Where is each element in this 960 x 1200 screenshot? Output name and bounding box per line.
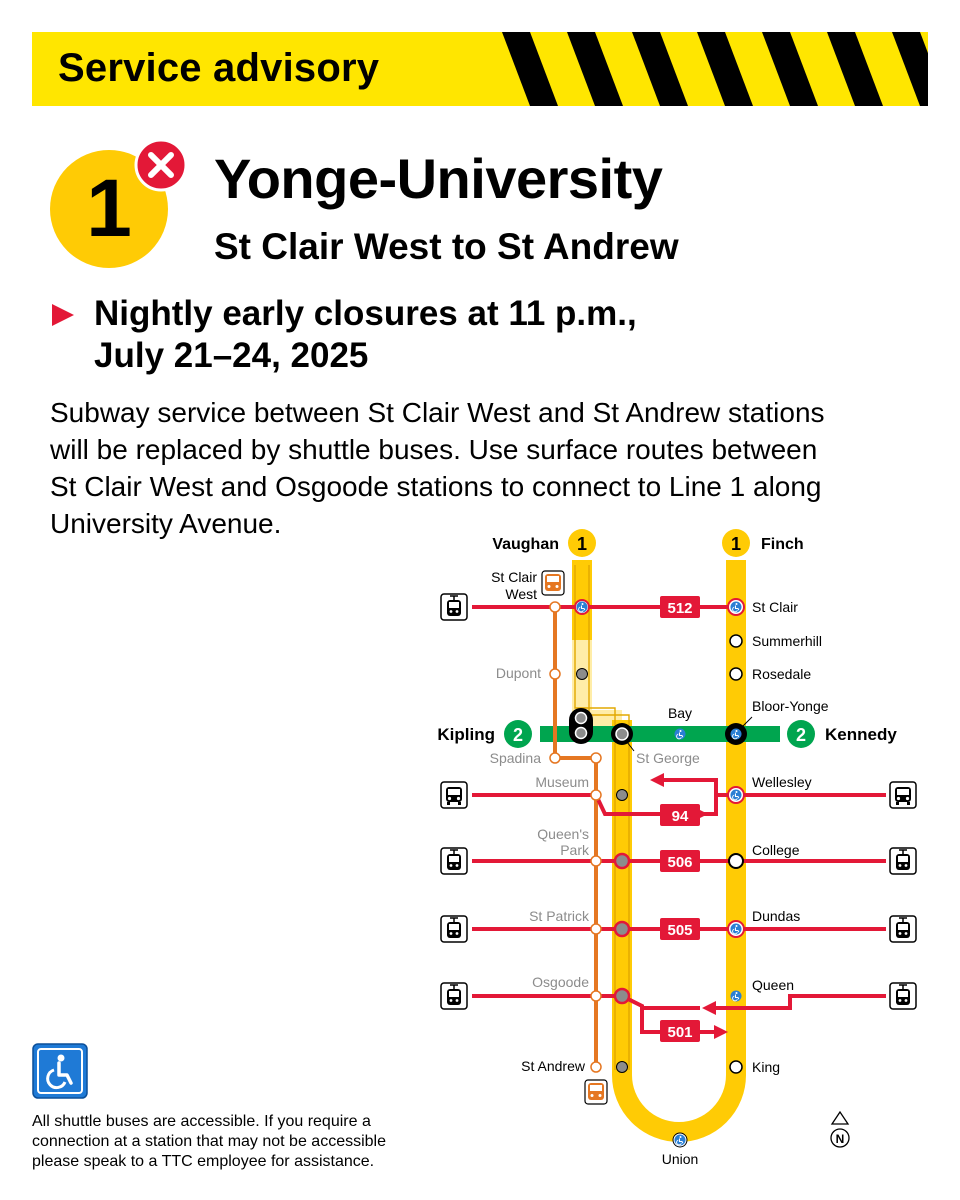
wheelchair-accessible-icon <box>32 1043 88 1099</box>
union-label: Union <box>661 1151 699 1167</box>
svg-text:Kipling: Kipling <box>437 725 495 744</box>
description-line: Subway service between St Clair West and St Andrew stations <box>50 397 825 428</box>
svg-text:N: N <box>835 1132 845 1146</box>
svg-text:2: 2 <box>795 725 807 745</box>
svg-text:1: 1 <box>730 534 742 554</box>
summerhill-label: Summerhill <box>752 633 823 649</box>
route-505-label <box>660 918 700 940</box>
streetcar-icon <box>890 916 916 942</box>
rosedale-label: Rosedale <box>752 666 812 682</box>
streetcar-icon <box>441 916 467 942</box>
dupont-label: Dupont <box>495 665 541 681</box>
svg-text:506: 506 <box>667 854 693 871</box>
queen-label: Queen <box>752 977 795 993</box>
line-1-track <box>582 560 736 1132</box>
bus-icon <box>890 782 916 808</box>
dundas-label: Dundas <box>752 908 801 924</box>
closure-dates: July 21–24, 2025 <box>94 336 369 375</box>
shuttle-bus-icon <box>542 571 564 595</box>
description-line: St Clair West and Osgoode stations to connect to Line 1 along <box>50 471 822 502</box>
st-clair-label: St Clair <box>752 599 798 615</box>
st-george-label: St George <box>636 750 700 766</box>
streetcar-icon <box>441 594 467 620</box>
svg-text:512: 512 <box>667 600 693 617</box>
queens-park-label: Queen's <box>537 826 589 842</box>
line-name: Yonge-University <box>214 147 663 210</box>
route-501-label <box>660 1020 700 1042</box>
svg-text:501: 501 <box>667 1024 693 1041</box>
bay-label: Bay <box>667 705 693 721</box>
st-clair-west-label: West <box>505 586 537 602</box>
shuttle-bus-icon <box>585 1080 607 1104</box>
svg-text:Finch: Finch <box>761 536 804 553</box>
svg-text:2: 2 <box>512 725 524 745</box>
spadina-label: Spadina <box>489 750 541 766</box>
bloor-yonge-label: Bloor-Yonge <box>752 698 829 714</box>
accessibility-note: please speak to a TTC employee for assistance. <box>32 1153 375 1170</box>
accessibility-note: All shuttle buses are accessible. If you require a <box>32 1113 371 1130</box>
bus-icon <box>441 782 467 808</box>
route-94-label <box>660 804 700 826</box>
svg-text:1: 1 <box>576 534 588 554</box>
queens-park-label: Park <box>560 842 589 858</box>
wellesley-label: Wellesley <box>752 774 812 790</box>
svg-text:505: 505 <box>667 922 693 939</box>
streetcar-icon <box>890 983 916 1009</box>
route-512-label <box>660 596 700 618</box>
finch-terminal <box>722 529 804 557</box>
north-arrow-icon <box>831 1112 849 1147</box>
st-patrick-label: St Patrick <box>529 908 589 924</box>
kennedy-terminal <box>787 720 897 748</box>
streetcar-icon <box>890 848 916 874</box>
route-506-label <box>660 850 700 872</box>
closure-time: Nightly early closures at 11 p.m., <box>94 294 637 333</box>
osgoode-label: Osgoode <box>532 974 589 990</box>
svg-text:Kennedy: Kennedy <box>825 725 897 744</box>
description-line: will be replaced by shuttle buses. Use surface routes between <box>50 434 818 465</box>
st-clair-west-label: St Clair <box>491 569 537 585</box>
king-label: King <box>752 1059 781 1075</box>
line-number: 1 <box>86 163 132 254</box>
college-label: College <box>752 842 800 858</box>
svg-text:Vaughan: Vaughan <box>492 536 559 553</box>
affected-segment: St Clair West to St Andrew <box>214 226 679 267</box>
bay-station <box>675 729 686 740</box>
st-andrew-label: St Andrew <box>521 1058 585 1074</box>
svg-text:94: 94 <box>671 808 689 825</box>
kipling-terminal <box>437 720 532 748</box>
streetcar-icon <box>441 848 467 874</box>
accessibility-note: connection at a station that may not be accessible <box>32 1133 386 1150</box>
banner-title: Service advisory <box>58 46 380 90</box>
vaughan-terminal <box>492 529 596 557</box>
description-line: University Avenue. <box>50 508 282 539</box>
streetcar-icon <box>441 983 467 1009</box>
museum-label: Museum <box>535 774 589 790</box>
